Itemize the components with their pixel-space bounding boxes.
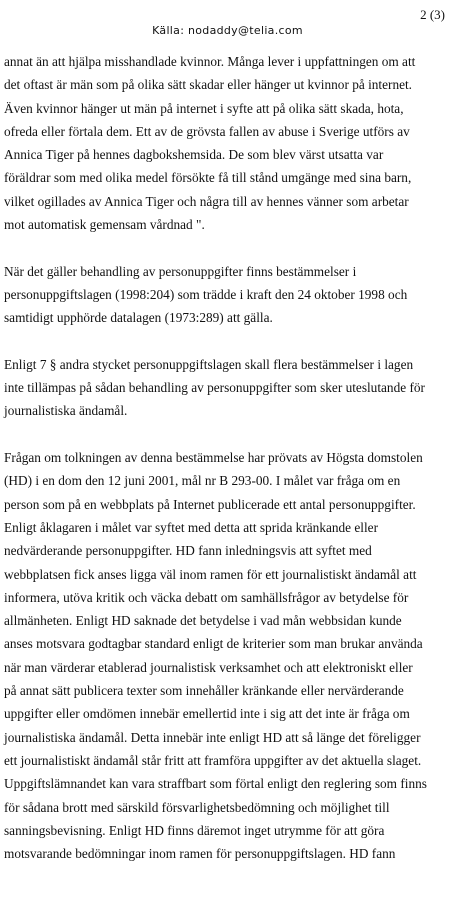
text-line: föräldrar som med olika medel försökte få till stånd umgänge med sina barn, [4, 170, 412, 186]
text-line: webbplatsen fick anses ligga väl inom ramen för ett journalistiskt ändamål att [4, 566, 417, 582]
text-line: Frågan om tolkningen av denna bestämmelse har prövats av Högsta domstolen [4, 450, 423, 466]
text-line: Enligt 7 § andra stycket personuppgiftslagen skall flera bestämmelser i lagen [4, 356, 414, 372]
document-body [4, 50, 454, 865]
text-line: Annica Tiger på hennes dagbokshemsida. De som blev värst utsatta var [4, 147, 384, 163]
text-line: samtidigt upphörde datalagen (1973:289) att gälla. [4, 310, 273, 326]
text-line: informera, utöva kritik och väcka debatt om samhällsfrågor av betydelse för [4, 589, 409, 605]
text-line: personuppgiftslagen (1998:204) som trädde i kraft den 24 oktober 1998 och [4, 286, 408, 302]
text-line: journalistiska ändamål. [4, 403, 128, 419]
source-header: Källa: nodaddy@telia.com [152, 24, 303, 37]
paragraph [4, 353, 454, 423]
text-line: (HD) i en dom den 12 juni 2001, mål nr B 293-00. I målet var fråga om en [4, 473, 401, 489]
text-line: ett journalistiskt ändamål står fritt att framföra uppgifter av det aktuella slaget. [4, 752, 422, 768]
text-line: sanningsbevisning. Enligt HD finns däremot inget utrymme för att göra [4, 822, 385, 838]
text-line: allmänheten. Enligt HD saknade det betydelse i vad mån webbsidan kunde [4, 613, 402, 629]
text-line: uppgifter eller omdömen innebär emellertid inte i sig att det inte är fråga om [4, 706, 410, 722]
text-line: för sådana brott med särskild försvarlighetsbedömning och möjlighet till [4, 799, 390, 815]
text-line: ofreda eller förtala dem. Ett av de grövsta fallen av abuse i Sverige utförs av [4, 123, 410, 139]
text-line: annat än att hjälpa misshandlade kvinnor. Många lever i uppfattningen om att [4, 54, 416, 69]
paragraph [4, 260, 454, 330]
text-line: när man värderar etablerad journalistisk verksamhet och att elektroniskt eller [4, 659, 413, 675]
page-number: 2 (3) [420, 7, 445, 22]
text-line: nedvärderande personuppgifter. HD fann inledningsvis att syftet med [4, 543, 372, 559]
text-line: anses motsvara godtagbar standard enligt de kriterier som man brukar använda [4, 636, 423, 652]
paragraph [4, 50, 454, 236]
text-line: motsvarande bedömningar inom ramen för personuppgiftslagen. HD fann [4, 846, 396, 862]
text-line: Även kvinnor hänger ut män på internet i syfte att på olika sätt skada, hota, [4, 100, 404, 116]
text-line: Uppgiftslämnandet kan vara straffbart som förtal enligt den reglering som finns [4, 776, 427, 792]
text-line: inte tillämpas på sådan behandling av personuppgifter som sker uteslutande för [4, 380, 425, 396]
paragraph [4, 446, 454, 865]
text-line: Enligt åklagaren i målet var syftet med detta att sprida kränkande eller [4, 519, 379, 535]
text-line: person som på en webbplats på Internet publicerade ett antal personuppgifter. [4, 496, 416, 512]
text-line: journalistiska ändamål. Detta innebär inte enligt HD att så länge det föreligger [4, 729, 421, 745]
text-line: på annat sätt publicera texter som innehåller kränkande eller nervärderande [4, 683, 404, 699]
text-line: det oftast är män som på olika sätt skadar eller hänger ut kvinnor på internet. [4, 77, 413, 93]
text-line: mot automatisk gemensam vårdnad ". [4, 217, 205, 233]
text-line: vilket ogillades av Annica Tiger och några till av hennes vänner som arbetar [4, 193, 409, 209]
text-line: När det gäller behandling av personuppgifter finns bestämmelser i [4, 263, 357, 279]
